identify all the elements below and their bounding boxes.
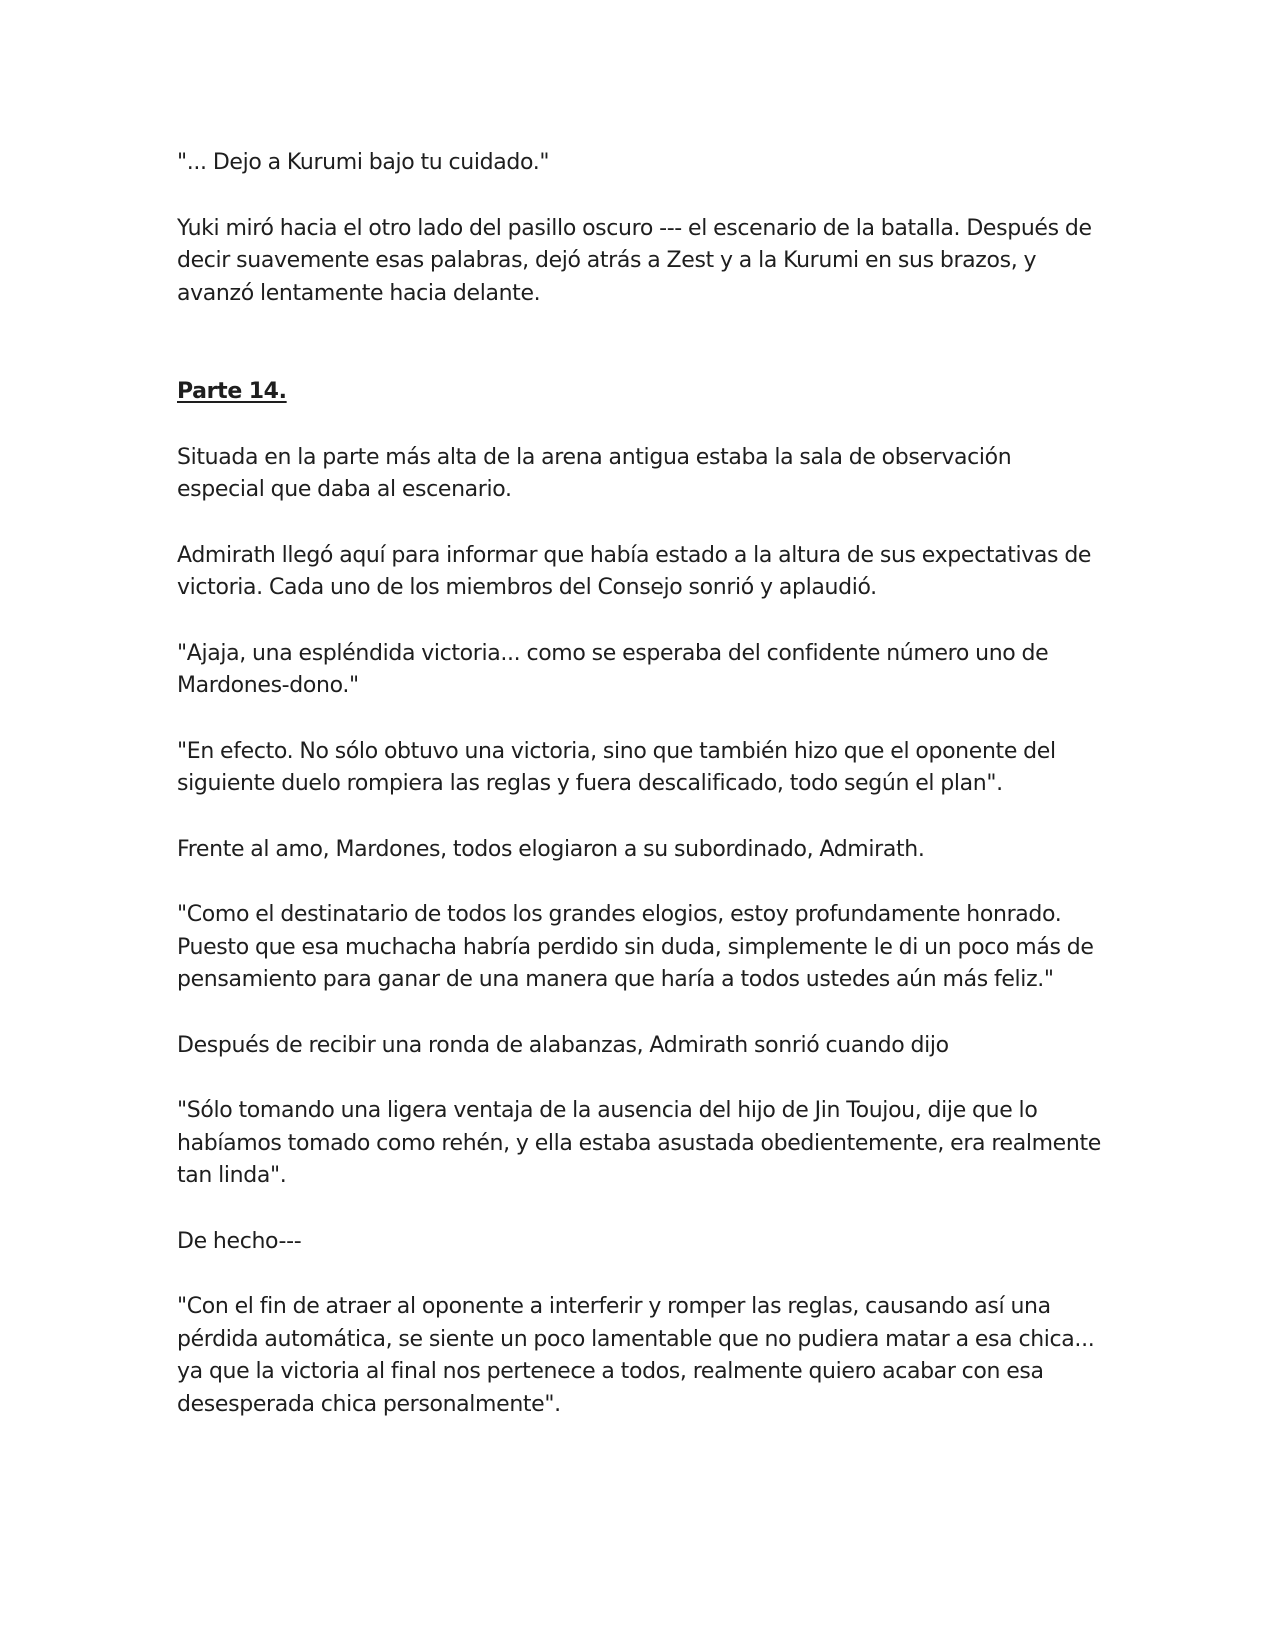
paragraph: Después de recibir una ronda de alabanzas, Admirath sonrió cuando dijo — [177, 1032, 949, 1058]
paragraph: Frente al amo, Mardones, todos elogiaron a su subordinado, Admirath. — [177, 836, 925, 862]
paragraph: Yuki miró hacia el otro lado del pasillo oscuro --- el escenario de la batalla. Después de decir suavemente esas palabras, dejó atrás a Zest y a la Kurumi en sus brazos, y avanzó lentamente hacia delante. — [177, 215, 1092, 306]
paragraph: "Con el fin de atraer al oponente a interferir y romper las reglas, causando así una pérdida automática, se siente un poco lamentable que no pudiera matar a esa chica... ya que la victoria al final nos pertenece a todos, realmente quiero acabar con esa desesperada chica personalmente". — [177, 1294, 1095, 1417]
paragraph: "... Dejo a Kurumi bajo tu cuidado." — [177, 150, 550, 175]
paragraph: "En efecto. No sólo obtuvo una victoria, sino que también hizo que el oponente del siguiente duelo rompiera las reglas y fuera descalificado, todo según el plan". — [177, 738, 1056, 796]
paragraph: "Ajaja, una espléndida victoria... como se esperaba del confidente número uno de Mardones-dono." — [177, 640, 1049, 698]
document-body — [177, 147, 1102, 1454]
section-heading: Parte 14. — [177, 379, 287, 404]
section-spacer — [177, 343, 1102, 376]
paragraph: De hecho--- — [177, 1228, 302, 1254]
paragraph: "Como el destinatario de todos los grandes elogios, estoy profundamente honrado. Puesto que esa muchacha habría perdido sin duda, simplemente le di un poco más de pensamiento para ganar de una manera que haría a todos ustedes aún más feliz." — [177, 902, 1094, 992]
paragraph: "Sólo tomando una ligera ventaja de la ausencia del hijo de Jin Toujou, dije que lo habíamos tomado como rehén, y ella estaba asustada obedientemente, era realmente tan linda". — [177, 1098, 1101, 1188]
paragraph: Situada en la parte más alta de la arena antigua estaba la sala de observación especial que daba al escenario. — [177, 444, 1012, 502]
paragraph: Admirath llegó aquí para informar que había estado a la altura de sus expectativas de victoria. Cada uno de los miembros del Consejo sonrió y aplaudió. — [177, 542, 1092, 600]
